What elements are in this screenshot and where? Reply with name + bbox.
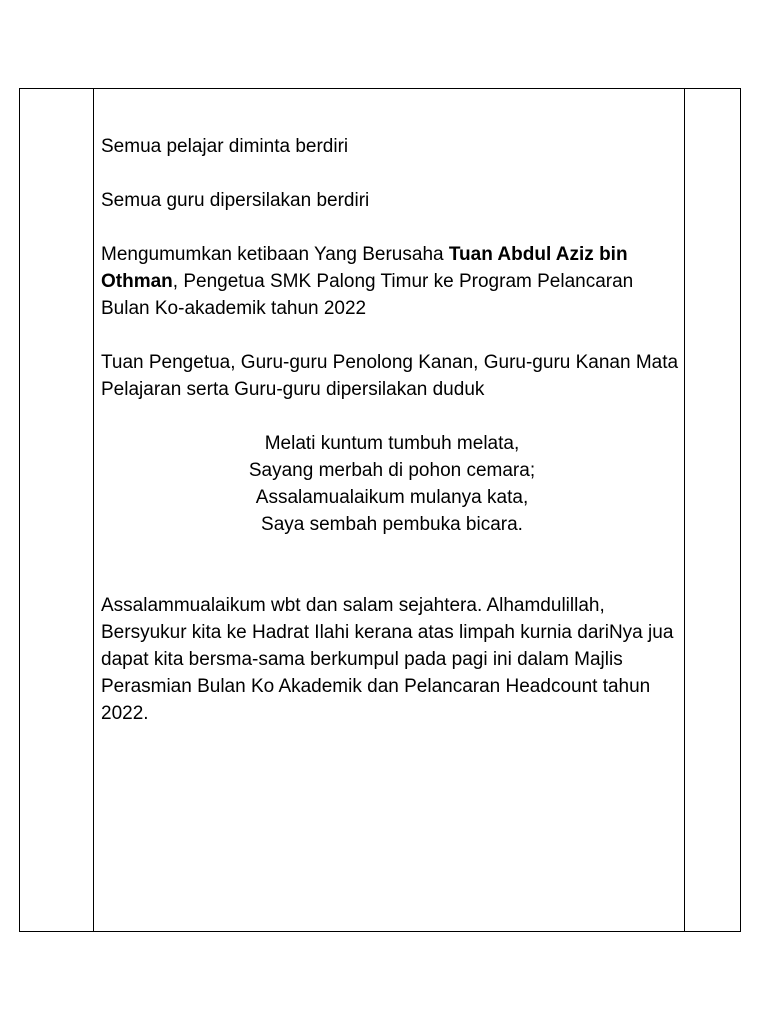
right-column-cell xyxy=(684,89,740,931)
pantun-line: Melati kuntum tumbuh melata, xyxy=(264,433,520,454)
principal-name: Tuan Abdul Aziz bin Othman xyxy=(101,244,628,292)
left-column-cell xyxy=(20,89,94,931)
instruction-be-seated: Tuan Pengetua, Guru-guru Penolong Kanan, Guru-guru Kanan Mata Pelajaran serta Guru-guru dipersilakan duduk xyxy=(101,352,679,400)
pantun-verse xyxy=(101,430,683,538)
pantun-line: Sayang merbah di pohon cemara; xyxy=(248,460,536,481)
announcement-suffix: , Pengetua SMK Palong Timur ke Program Pelancaran Bulan Ko-akademik tahun 2022 xyxy=(101,271,634,319)
pantun-line: Saya sembah pembuka bicara. xyxy=(261,514,523,535)
pantun-line: Assalamualaikum mulanya kata, xyxy=(255,487,529,508)
instruction-students-stand: Semua pelajar diminta berdiri xyxy=(101,136,349,157)
arrival-announcement xyxy=(101,241,683,322)
script-content xyxy=(101,133,683,727)
announcement-prefix: Mengumumkan ketibaan Yang Berusaha xyxy=(101,244,449,265)
opening-greeting: Assalammualaikum wbt dan salam sejahtera. Alhamdulillah, Bersyukur kita ke Hadrat Ilahi kerana atas limpah kurnia dariNya jua dapat kita bersma-sama berkumpul pada pagi ini dalam Majlis Perasmian Bulan Ko Akademik dan Pelancaran Headcount tahun 2022. xyxy=(101,595,674,724)
instruction-teachers-stand: Semua guru dipersilakan berdiri xyxy=(101,190,370,211)
script-table xyxy=(19,88,741,932)
